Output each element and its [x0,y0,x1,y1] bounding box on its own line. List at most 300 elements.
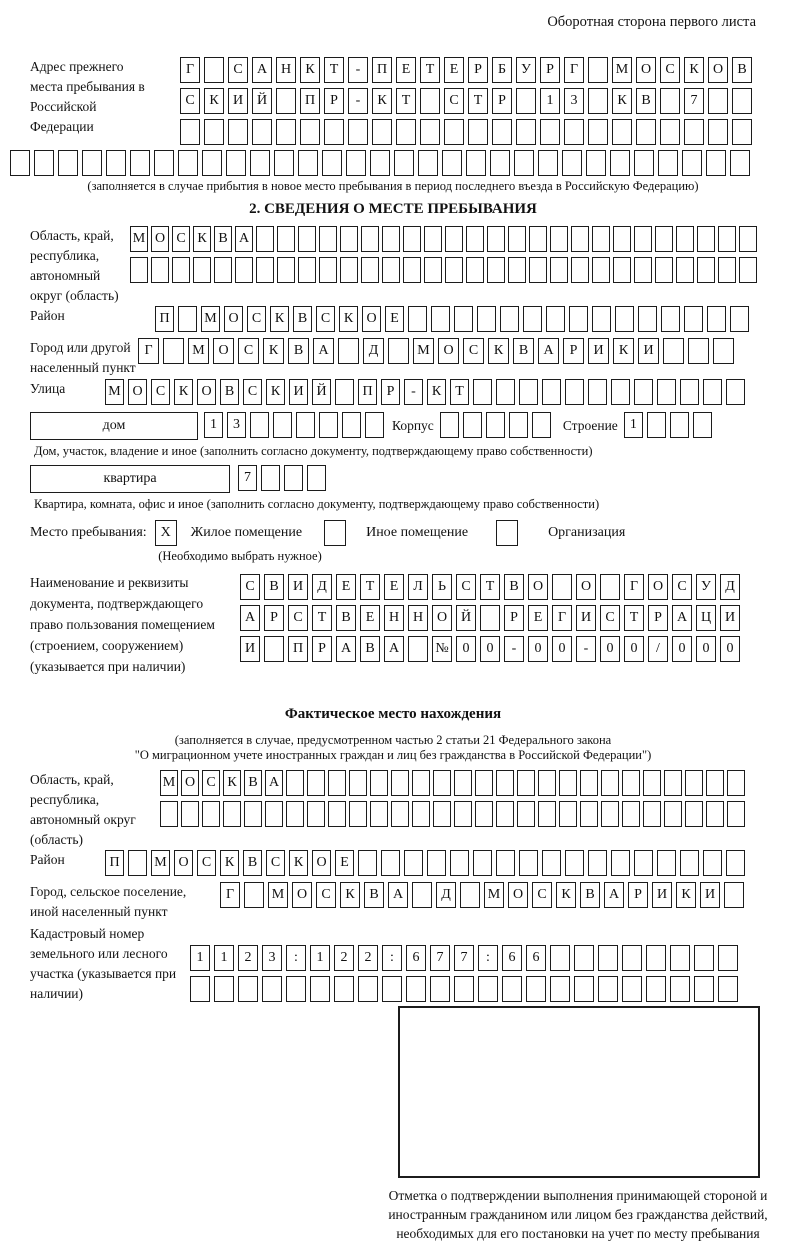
char-cell[interactable]: 7 [430,945,450,971]
char-cell[interactable] [592,226,610,252]
char-cell[interactable]: К [372,88,392,114]
char-cell[interactable] [473,850,492,876]
char-cell[interactable]: 2 [238,945,258,971]
char-cell[interactable] [151,257,169,283]
char-cell[interactable] [298,150,318,176]
char-cell[interactable] [496,379,515,405]
char-cell[interactable] [358,850,377,876]
char-cell[interactable] [454,976,474,1002]
char-cell[interactable] [680,379,699,405]
char-cell[interactable] [286,801,304,827]
char-cell[interactable] [622,770,640,796]
char-cell[interactable]: Т [468,88,488,114]
char-cell[interactable] [658,150,678,176]
char-cell[interactable] [657,379,676,405]
char-cell[interactable] [300,119,320,145]
char-cell[interactable]: Н [384,605,404,631]
char-cell[interactable] [256,257,274,283]
char-cell[interactable]: - [504,636,524,662]
char-cell[interactable] [574,976,594,1002]
char-cell[interactable]: Ц [696,605,716,631]
char-cell[interactable]: В [580,882,600,908]
char-cell[interactable] [684,119,704,145]
char-cell[interactable] [244,882,264,908]
char-cell[interactable] [277,226,295,252]
char-cell[interactable]: Й [456,605,476,631]
char-cell[interactable] [431,306,450,332]
char-cell[interactable] [726,850,745,876]
char-cell[interactable] [349,801,367,827]
char-cell[interactable]: С [316,882,336,908]
char-cell[interactable] [519,850,538,876]
char-cell[interactable] [226,150,246,176]
char-cell[interactable]: Т [624,605,644,631]
char-cell[interactable] [562,150,582,176]
char-cell[interactable] [706,801,724,827]
char-cell[interactable] [588,119,608,145]
char-cell[interactable] [661,306,680,332]
char-cell[interactable]: В [288,338,309,364]
char-cell[interactable]: Г [220,882,240,908]
char-cell[interactable]: И [720,605,740,631]
char-cell[interactable] [348,119,368,145]
char-cell[interactable]: О [362,306,381,332]
char-cell[interactable] [574,945,594,971]
char-cell[interactable] [391,801,409,827]
char-cell[interactable]: 1 [624,412,643,438]
char-cell[interactable]: И [576,605,596,631]
char-cell[interactable] [412,801,430,827]
char-cell[interactable] [718,226,736,252]
char-cell[interactable]: А [336,636,356,662]
char-cell[interactable] [500,306,519,332]
char-cell[interactable] [571,257,589,283]
char-cell[interactable] [496,770,514,796]
char-cell[interactable] [433,801,451,827]
char-cell[interactable] [732,88,752,114]
char-cell[interactable] [660,119,680,145]
char-cell[interactable] [688,338,709,364]
char-cell[interactable] [694,976,714,1002]
char-cell[interactable] [726,379,745,405]
char-cell[interactable] [372,119,392,145]
char-cell[interactable] [319,257,337,283]
char-cell[interactable]: О [174,850,193,876]
char-cell[interactable]: 0 [552,636,572,662]
char-cell[interactable]: С [532,882,552,908]
char-cell[interactable]: М [268,882,288,908]
char-cell[interactable]: 1 [204,412,223,438]
char-cell[interactable] [408,306,427,332]
char-cell[interactable] [708,88,728,114]
char-cell[interactable] [613,257,631,283]
char-cell[interactable]: А [265,770,283,796]
char-cell[interactable]: В [732,57,752,83]
char-cell[interactable]: А [313,338,334,364]
char-cell[interactable]: : [478,945,498,971]
char-cell[interactable] [684,306,703,332]
char-cell[interactable] [235,257,253,283]
char-cell[interactable]: Г [624,574,644,600]
char-cell[interactable] [391,770,409,796]
char-cell[interactable] [670,412,689,438]
char-cell[interactable] [298,257,316,283]
char-cell[interactable] [478,976,498,1002]
char-cell[interactable]: И [288,574,308,600]
char-cell[interactable]: А [538,338,559,364]
char-cell[interactable]: И [240,636,260,662]
char-cell[interactable]: 0 [720,636,740,662]
char-cell[interactable] [382,976,402,1002]
char-cell[interactable] [622,976,642,1002]
char-cell[interactable] [335,379,354,405]
char-cell[interactable] [703,379,722,405]
char-cell[interactable] [676,257,694,283]
char-cell[interactable] [730,150,750,176]
char-cell[interactable] [427,850,446,876]
char-cell[interactable] [586,150,606,176]
char-cell[interactable] [10,150,30,176]
char-cell[interactable]: И [652,882,672,908]
char-cell[interactable] [615,306,634,332]
char-cell[interactable] [682,150,702,176]
char-cell[interactable]: К [612,88,632,114]
char-cell[interactable] [664,770,682,796]
char-cell[interactable] [178,306,197,332]
char-cell[interactable] [601,801,619,827]
char-cell[interactable] [394,150,414,176]
char-cell[interactable] [181,801,199,827]
char-cell[interactable] [418,150,438,176]
char-cell[interactable] [404,850,423,876]
char-cell[interactable]: И [228,88,248,114]
char-cell[interactable] [739,226,757,252]
char-cell[interactable] [509,412,528,438]
char-cell[interactable]: О [181,770,199,796]
char-cell[interactable] [361,257,379,283]
char-cell[interactable] [463,412,482,438]
char-cell[interactable]: Т [360,574,380,600]
char-cell[interactable] [663,338,684,364]
char-cell[interactable]: П [105,850,124,876]
char-cell[interactable] [670,976,690,1002]
char-cell[interactable]: О [128,379,147,405]
char-cell[interactable]: В [244,770,262,796]
char-cell[interactable] [244,801,262,827]
char-cell[interactable] [739,257,757,283]
char-cell[interactable]: А [672,605,692,631]
char-cell[interactable]: О [636,57,656,83]
char-cell[interactable]: К [204,88,224,114]
char-cell[interactable] [646,976,666,1002]
char-cell[interactable]: Т [480,574,500,600]
char-cell[interactable] [340,226,358,252]
char-cell[interactable]: О [508,882,528,908]
char-cell[interactable] [276,119,296,145]
char-cell[interactable]: С [600,605,620,631]
char-cell[interactable] [477,306,496,332]
char-cell[interactable] [473,379,492,405]
char-cell[interactable] [643,770,661,796]
char-cell[interactable] [540,119,560,145]
char-cell[interactable]: Н [276,57,296,83]
char-cell[interactable]: Т [312,605,332,631]
char-cell[interactable] [487,257,505,283]
char-cell[interactable] [202,150,222,176]
char-cell[interactable]: Т [450,379,469,405]
char-cell[interactable] [349,770,367,796]
char-cell[interactable]: Д [312,574,332,600]
char-cell[interactable]: Р [504,605,524,631]
char-cell[interactable] [638,306,657,332]
other-premises-checkbox[interactable] [324,520,346,546]
char-cell[interactable]: В [636,88,656,114]
char-cell[interactable] [420,88,440,114]
char-cell[interactable] [655,226,673,252]
char-cell[interactable] [361,226,379,252]
char-cell[interactable]: 0 [480,636,500,662]
char-cell[interactable]: А [384,636,404,662]
char-cell[interactable] [172,257,190,283]
char-cell[interactable] [442,150,462,176]
char-cell[interactable] [670,945,690,971]
char-cell[interactable]: 2 [358,945,378,971]
char-cell[interactable] [382,257,400,283]
char-cell[interactable]: Р [264,605,284,631]
char-cell[interactable]: С [172,226,190,252]
char-cell[interactable] [718,945,738,971]
char-cell[interactable] [703,850,722,876]
char-cell[interactable] [460,882,480,908]
char-cell[interactable]: 6 [406,945,426,971]
char-cell[interactable]: С [463,338,484,364]
char-cell[interactable] [307,801,325,827]
char-cell[interactable] [517,770,535,796]
char-cell[interactable] [676,226,694,252]
char-cell[interactable]: Й [252,88,272,114]
char-cell[interactable] [214,257,232,283]
char-cell[interactable] [381,850,400,876]
char-cell[interactable]: 0 [456,636,476,662]
char-cell[interactable] [228,119,248,145]
house-box[interactable]: дом [30,412,198,440]
char-cell[interactable]: П [372,57,392,83]
char-cell[interactable] [408,636,428,662]
char-cell[interactable]: К [270,306,289,332]
char-cell[interactable] [388,338,409,364]
char-cell[interactable] [526,976,546,1002]
char-cell[interactable]: А [235,226,253,252]
char-cell[interactable] [252,119,272,145]
stamp-area[interactable] [398,1006,760,1178]
char-cell[interactable]: О [151,226,169,252]
char-cell[interactable]: 7 [238,465,257,491]
char-cell[interactable]: 1 [310,945,330,971]
char-cell[interactable] [466,257,484,283]
char-cell[interactable] [611,850,630,876]
char-cell[interactable]: Е [444,57,464,83]
char-cell[interactable]: К [289,850,308,876]
char-cell[interactable] [445,226,463,252]
char-cell[interactable] [529,226,547,252]
char-cell[interactable]: М [484,882,504,908]
char-cell[interactable] [466,226,484,252]
char-cell[interactable]: С [672,574,692,600]
residential-checkbox[interactable]: X [155,520,177,546]
char-cell[interactable] [154,150,174,176]
char-cell[interactable]: Т [396,88,416,114]
char-cell[interactable] [680,850,699,876]
char-cell[interactable] [274,150,294,176]
char-cell[interactable] [214,976,234,1002]
char-cell[interactable] [180,119,200,145]
char-cell[interactable]: : [286,945,306,971]
char-cell[interactable]: 6 [526,945,546,971]
char-cell[interactable]: Т [324,57,344,83]
char-cell[interactable] [724,882,744,908]
char-cell[interactable] [440,412,459,438]
char-cell[interactable] [424,226,442,252]
char-cell[interactable] [532,412,551,438]
char-cell[interactable] [403,226,421,252]
char-cell[interactable]: Л [408,574,428,600]
char-cell[interactable] [565,850,584,876]
char-cell[interactable] [492,119,512,145]
char-cell[interactable]: О [438,338,459,364]
char-cell[interactable]: О [432,605,452,631]
char-cell[interactable] [550,945,570,971]
char-cell[interactable]: Б [492,57,512,83]
char-cell[interactable]: / [648,636,668,662]
char-cell[interactable] [338,338,359,364]
char-cell[interactable]: М [201,306,220,332]
char-cell[interactable]: Г [138,338,159,364]
char-cell[interactable] [643,801,661,827]
char-cell[interactable] [193,257,211,283]
char-cell[interactable]: Р [648,605,668,631]
char-cell[interactable] [160,801,178,827]
char-cell[interactable] [598,976,618,1002]
char-cell[interactable] [601,770,619,796]
char-cell[interactable] [264,636,284,662]
char-cell[interactable]: Е [528,605,548,631]
char-cell[interactable]: 0 [672,636,692,662]
char-cell[interactable] [697,257,715,283]
char-cell[interactable] [468,119,488,145]
char-cell[interactable]: 7 [454,945,474,971]
char-cell[interactable]: К [266,379,285,405]
char-cell[interactable] [106,150,126,176]
char-cell[interactable]: О [312,850,331,876]
char-cell[interactable] [430,976,450,1002]
char-cell[interactable]: Ь [432,574,452,600]
char-cell[interactable]: А [252,57,272,83]
char-cell[interactable] [538,801,556,827]
char-cell[interactable] [223,801,241,827]
char-cell[interactable]: Р [468,57,488,83]
char-cell[interactable]: В [214,226,232,252]
char-cell[interactable] [496,850,515,876]
char-cell[interactable] [261,465,280,491]
char-cell[interactable]: 1 [190,945,210,971]
char-cell[interactable] [636,119,656,145]
char-cell[interactable] [365,412,384,438]
char-cell[interactable]: № [432,636,452,662]
char-cell[interactable] [718,257,736,283]
char-cell[interactable] [580,801,598,827]
char-cell[interactable] [190,976,210,1002]
char-cell[interactable] [328,770,346,796]
char-cell[interactable]: С [288,605,308,631]
char-cell[interactable] [634,226,652,252]
apartment-box[interactable]: квартира [30,465,230,493]
char-cell[interactable]: - [404,379,423,405]
char-cell[interactable] [346,150,366,176]
char-cell[interactable] [508,226,526,252]
char-cell[interactable] [250,412,269,438]
char-cell[interactable]: У [696,574,716,600]
char-cell[interactable]: Е [336,574,356,600]
char-cell[interactable] [358,976,378,1002]
char-cell[interactable] [622,945,642,971]
char-cell[interactable]: С [240,574,260,600]
char-cell[interactable] [694,945,714,971]
char-cell[interactable]: У [516,57,536,83]
char-cell[interactable]: М [612,57,632,83]
char-cell[interactable] [708,119,728,145]
char-cell[interactable]: О [213,338,234,364]
char-cell[interactable] [529,257,547,283]
char-cell[interactable] [542,850,561,876]
char-cell[interactable] [256,226,274,252]
char-cell[interactable] [732,119,752,145]
char-cell[interactable]: К [684,57,704,83]
char-cell[interactable]: Р [381,379,400,405]
char-cell[interactable] [634,150,654,176]
char-cell[interactable]: Е [396,57,416,83]
char-cell[interactable]: К [556,882,576,908]
char-cell[interactable]: Д [436,882,456,908]
char-cell[interactable] [569,306,588,332]
char-cell[interactable] [588,88,608,114]
char-cell[interactable]: К [676,882,696,908]
char-cell[interactable]: 0 [696,636,716,662]
char-cell[interactable]: Г [564,57,584,83]
char-cell[interactable]: 7 [684,88,704,114]
char-cell[interactable] [564,119,584,145]
char-cell[interactable] [538,770,556,796]
organization-checkbox[interactable] [496,520,518,546]
char-cell[interactable]: Р [324,88,344,114]
char-cell[interactable]: М [151,850,170,876]
char-cell[interactable] [588,379,607,405]
char-cell[interactable]: В [513,338,534,364]
char-cell[interactable] [163,338,184,364]
char-cell[interactable]: К [339,306,358,332]
char-cell[interactable] [204,119,224,145]
char-cell[interactable] [508,257,526,283]
char-cell[interactable] [538,150,558,176]
char-cell[interactable] [277,257,295,283]
char-cell[interactable] [298,226,316,252]
char-cell[interactable]: 1 [214,945,234,971]
char-cell[interactable]: К [174,379,193,405]
char-cell[interactable]: А [604,882,624,908]
char-cell[interactable]: С [456,574,476,600]
char-cell[interactable] [565,379,584,405]
char-cell[interactable] [693,412,712,438]
char-cell[interactable] [580,770,598,796]
